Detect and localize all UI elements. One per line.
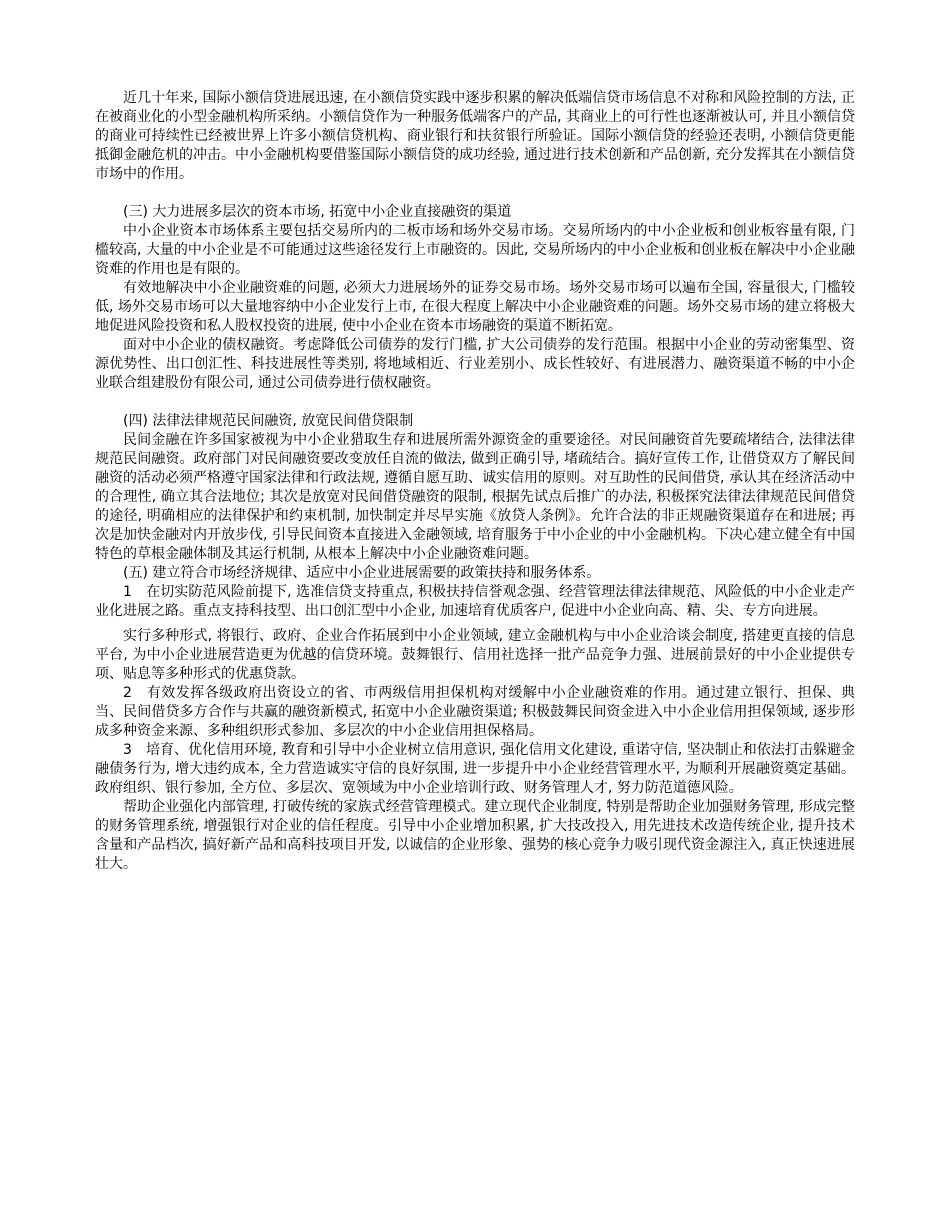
paragraph-otc-market: 有效地解决中小企业融资难的问题, 必须大力进展场外的证券交易市场。场外交易市场可以遍布全国, 容量很大, 门槛较低, 场外交易市场可以大量地容纳中小企业发行上市, 在很大程度上解决中小企业融资难的问题。场外交易市场的建立将极大地促进风险投资和私人股权投资的进展, 使中小企业在资本市场融资的渠道不断拓宽。 bbox=[95, 280, 855, 334]
document-body bbox=[95, 89, 855, 874]
paragraph-private-finance: 民间金融在许多国家被视为中小企业猎取生存和进展所需外源资金的重要途径。对民间融资首先要疏堵结合, 法律法律规范民间融资。政府部门对民间融资要改变放任自流的做法, 做到正确引导, 堵疏结合。搞好宣传工作, 让借贷双方了解民间融资的活动必须严格遵守国家法律和行政法规, 遵循自愿互助、诚实信用的原则。对互助性的民间借贷, 承认其在经济活动中的合理性, 确立其合法地位; 其次是放宽对民间借贷融资的限制, 根据先试点后推广的办法, 积极探究法律法律规范民间借贷的途径, 明确相应的法律保护和约束机制, 加快制定并尽早实施《放贷人条例》。允许合法的非正规融资渠道存在和进展; 再次是加快金融对内开放步伐, 引导民间资本直接进入金融领域, 培育服务于中小企业的中小金融机构。下决心建立健全有中国特色的草根金融体制及其运行机制, 从根本上解决中小企业融资难问题。 bbox=[95, 432, 855, 562]
section-heading-4: (四) 法律法律规范民间融资, 放宽民间借贷限制 bbox=[123, 413, 414, 429]
section-spacer bbox=[95, 184, 855, 203]
paragraph-intl-microcredit: 近几十年来, 国际小额信贷进展迅速, 在小额信贷实践中逐步积累的解决低端信贷市场信息不对称和风险控制的方法, 正在被商业化的小型金融机构所采纳。小额信贷作为一种服务低端客户的产品, 其商业上的可行性也逐渐被认可, 并且小额信贷的商业可持续性已经被世界上许多小额信贷机构、商业银行和扶贫银行所验证。国际小额信贷的经验还表明, 小额信贷更能抵御金融危机的冲击。中小金融机构要借鉴国际小额信贷的成功经验, 通过进行技术创新和产品创新, 充分发挥其在小额信贷市场中的作用。 bbox=[95, 90, 855, 182]
paragraph-item-1: 1 在切实防范风险前提下, 选准信贷支持重点, 积极扶持信誉观念强、经营管理法律法律规范、风险低的中小企业走产业化进展之路。重点支持科技型、出口创汇型中小企业, 加速培育优质客户, 促进中小企业向高、精、尖、专方向进展。 bbox=[95, 584, 855, 619]
paragraph-item-2: 2 有效发挥各级政府出资设立的省、市两级信用担保机构对缓解中小企业融资难的作用。通过建立银行、担保、典当、民间借贷多方合作与共赢的融资新模式, 拓宽中小企业融资渠道; 积极鼓舞民间资金进入中小企业信用担保领域, 逐步形成多种资金来源、多种组织形式参加、多层次的中小企业信用担保格局。 bbox=[95, 685, 855, 739]
section-heading-3: (三) 大力进展多层次的资本市场, 拓宽中小企业直接融资的渠道 bbox=[123, 204, 512, 220]
section-spacer bbox=[95, 393, 855, 412]
paragraph-cooperation: 实行多种形式, 将银行、政府、企业合作拓展到中小企业领域, 建立金融机构与中小企业洽谈会制度, 搭建更直接的信息平台, 为中小企业进展营造更为优越的信贷环境。鼓舞银行、信用社选择一批产品竞争力强、进展前景好的中小企业提供专项、贴息等多种形式的优惠贷款。 bbox=[95, 628, 855, 682]
paragraph-internal-management: 帮助企业强化内部管理, 打破传统的家族式经营管理模式。建立现代企业制度, 特别是帮助企业加强财务管理, 形成完整的财务管理系统, 增强银行对企业的信任程度。引导中小企业增加积累, 扩大技改投入, 用先进技术改造传统企业, 提升技术含量和产品档次, 搞好新产品和高科技项目开发, 以诚信的企业形象、强势的核心竞争力吸引现代资金源注入, 真正快速进展壮大。 bbox=[95, 799, 855, 872]
section-heading-5: (五) 建立符合市场经济规律、适应中小企业进展需要的政策扶持和服务体系。 bbox=[123, 565, 601, 581]
paragraph-item-3: 3 培育、优化信用环境, 教育和引导中小企业树立信用意识, 强化信用文化建设, 重诺守信, 坚决制止和依法打击躲避金融债务行为, 增大违约成本, 全力营造诚实守信的良好氛围, 进一步提升中小企业经营管理水平, 为顺利开展融资奠定基础。政府组织、银行参加, 全方位、多层次、宽领域为中小企业培训行政、财务管理人才, 努力防范道德风险。 bbox=[95, 742, 855, 796]
paragraph-capital-market: 中小企业资本市场体系主要包括交易所内的二板市场和场外交易市场。交易所场内的中小企业板和创业板容量有限, 门槛较高, 大量的中小企业是不可能通过这些途径发行上市融资的。因此, 交易所场内的中小企业板和创业板在解决中小企业融资难的作用也是有限的。 bbox=[95, 223, 855, 277]
paragraph-debt-financing: 面对中小企业的债权融资。考虑降低公司债券的发行门槛, 扩大公司债券的发行范围。根据中小企业的劳动密集型、资源优势性、出口创汇性、科技进展性等类别, 将地域相近、行业差别小、成长性较好、有进展潜力、融资渠道不畅的中小企业联合组建股份有限公司, 通过公司债券进行债权融资。 bbox=[95, 337, 855, 391]
